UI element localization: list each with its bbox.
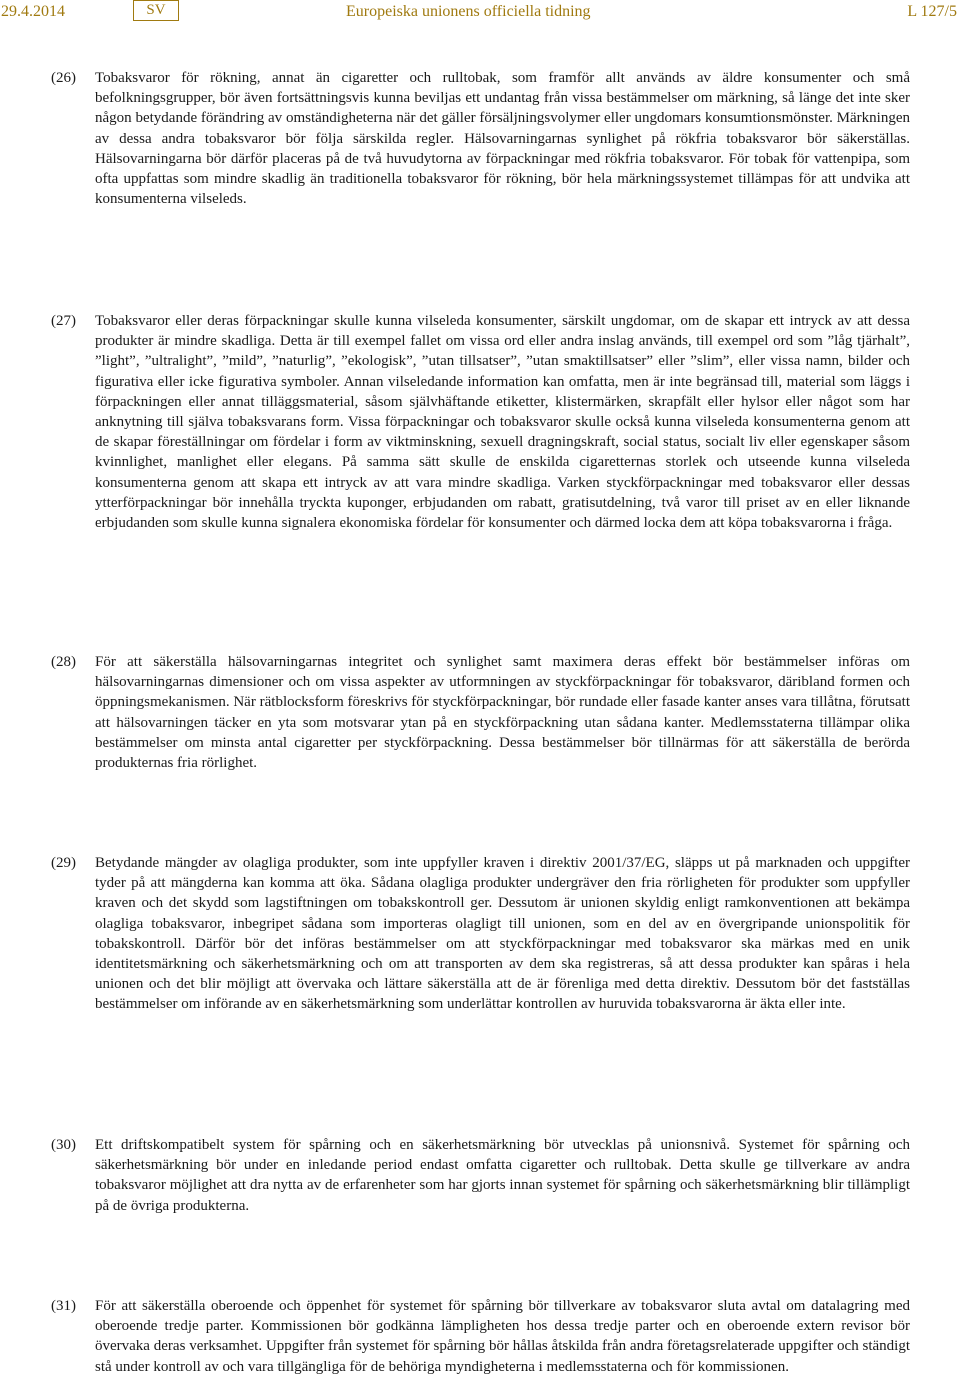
journal-title: Europeiska unionens officiella tidning	[346, 3, 591, 20]
page-reference: L 127/5	[907, 3, 957, 20]
language-badge: SV	[133, 0, 179, 21]
recital-number: (27)	[51, 313, 76, 329]
recital-text: Betydande mängder av olagliga produkter, som inte uppfyller kraven i direktiv 2001/37/EG, släpps ut på marknaden och uppgifter tyder på att mängderna kan komma att öka. Sådana olagliga produkter undergräver den fria rörligheten för produkter som uppfyller kraven och det skydd som lagstiftningen om tobakskontroll ger. Dessutom är unionen skyldig enligt ramkonventionen att bekämpa olagliga tobaksvaror, inbegripet sådana som importeras olagligt till unionen, som en del av en övergripande unionspolitik för tobakskontroll. Därför bör det införas bestämmelser om att styckförpackningar med tobaksvaror ska märkas med en unik identitetsmärkning och säkerhetsmärkning och om att transporten av dem ska registreras, så att dessa produkter kan spåras i hela unionen och det blir möjligt att övervaka och lättare säkerställa att de är förenliga med detta direktiv. Dessutom bör det fastställas bestämmelser om införande av en säkerhetsmärkning som underlättar kontrollen av huruvida tobaksvarorna är äkta eller inte.	[95, 855, 910, 1013]
recital-text: För att säkerställa oberoende och öppenhet för systemet för spårning bör tillverkare av tobaksvaror sluta avtal om datalagring med oberoende tredje parter. Kommissionen bör godkänna lämpligheten hos dessa tredje parter och en oberoende extern revisor bör övervaka deras verksamhet. Uppgifter från systemet för spårning bör hållas åtskilda från andra företagsrelaterade uppgifter och ständigt stå under kontroll av och vara tillgängliga för de behöriga myndigheterna i medlemsstaterna och för kommissionen.	[95, 1298, 910, 1375]
recital-text: För att säkerställa hälsovarningarnas integritet och synlighet samt maximera deras effekt bör bestämmelser införas om hälsovarningarnas dimensioner och om vissa aspekter av utformningen av styckförpackningar för tobaksvaror, däribland formen och öppningsmekanismen. När rätblocksform föreskrivs för styckförpackningar, bör rundade eller fasade kanter anses vara tillåtna, förutsatt att hälsovarningen täcker en yta som motsvarar ytan på en styckförpackning utan sådana kanter. Medlemsstaterna tillämpar olika bestämmelser om minsta antal cigaretter per styckförpackning. Dessa bestämmelser bör tillnärmas för att säkerställa de berörda produkternas fria rörlighet.	[95, 654, 910, 772]
recital-number: (30)	[51, 1137, 76, 1153]
recital-number: (26)	[51, 70, 76, 86]
recital-text: Tobaksvaror eller deras förpackningar skulle kunna vilseleda konsumenter, särskilt ungdomar, om de skapar ett intryck av att dessa produkter är mindre skadliga. Detta är till exempel fallet om vissa ord eller andra inslag används, till exempel ord som ”låg tjärhalt”, ”light”, ”ultralight”, ”mild”, ”naturlig”, ”ekologisk”, ”utan tillsatser”, ”utan smaktillsatser” eller ”slim”, eller vissa namn, bilder och figurativa eller icke figurativa symboler. Annan vilseledande information kan omfatta, men är inte begränsad till, material som läggs i förpackningen eller annat tilläggsmaterial, såsom självhäftande etiketter, klistermärken, skrapfält eller hylsor eller något som har anknytning till själva tobaksvarans form. Vissa förpackningar och tobaksvaror skulle också kunna vilseleda konsumenterna genom att de skapar föreställningar om fördelar i form av viktminskning, sexuell dragningskraft, social status, socialt liv eller egenskaper såsom kvinnlighet, manlighet eller elegans. På samma sätt skulle de enskilda cigaretternas storlek och utseende kunna vilseleda konsumenterna genom att skapa ett intryck av att vara mindre skadliga. Varken styckförpackningar med tobaksvaror eller dessas ytterförpackningar bör innehålla tryckta kuponger, erbjudanden om rabatt, gratisutdelning, två varor till priset av en eller liknande erbjudanden som skulle kunna signalera ekonomiska fördelar för konsumenter och därmed locka dem att köpa tobaksvarorna i fråga.	[95, 313, 910, 532]
recital-text: Tobaksvaror för rökning, annat än cigaretter och rulltobak, som framför allt används av äldre konsumenter och små befolkningsgrupper, bör även fortsättningsvis kunna beviljas ett undantag från vissa bestämmelser om märkning, så länge det inte sker någon betydande förändring av omständigheterna när det gäller försäljningsvolymer eller ungdomars konsumtionsmönster. Märkningen av dessa andra tobaksvaror bör följa särskilda regler. Hälsovarningarnas synlighet på rökfria tobaksvaror bör säkerställas. Hälsovarningarna bör därför placeras på de två huvudytorna av förpackningar med rökfria tobaksvaror. För tobak för vattenpipa, som ofta uppfattas som mindre skadlig än traditionella tobaksvaror för rökning, bör hela märkningssystemet tillämpas för att undvika att konsumenterna vilseleds.	[95, 70, 910, 208]
recital-number: (31)	[51, 1298, 76, 1314]
page-header	[0, 0, 960, 28]
recital-number: (29)	[51, 855, 76, 871]
publication-date: 29.4.2014	[1, 3, 65, 20]
recital-number: (28)	[51, 654, 76, 670]
recital-text: Ett driftskompatibelt system för spårning och en säkerhetsmärkning bör utvecklas på unionsnivå. Systemet för spårning och säkerhetsmärkning bör under en inledande period endast omfatta cigaretter och rulltobak. Detta skulle ge tillverkare av andra tobaksvaror möjlighet att dra nytta av de erfarenheter som har gjorts innan systemet för spårning och säkerhetsmärkning blir tillämpligt på de övriga produkterna.	[95, 1137, 910, 1214]
